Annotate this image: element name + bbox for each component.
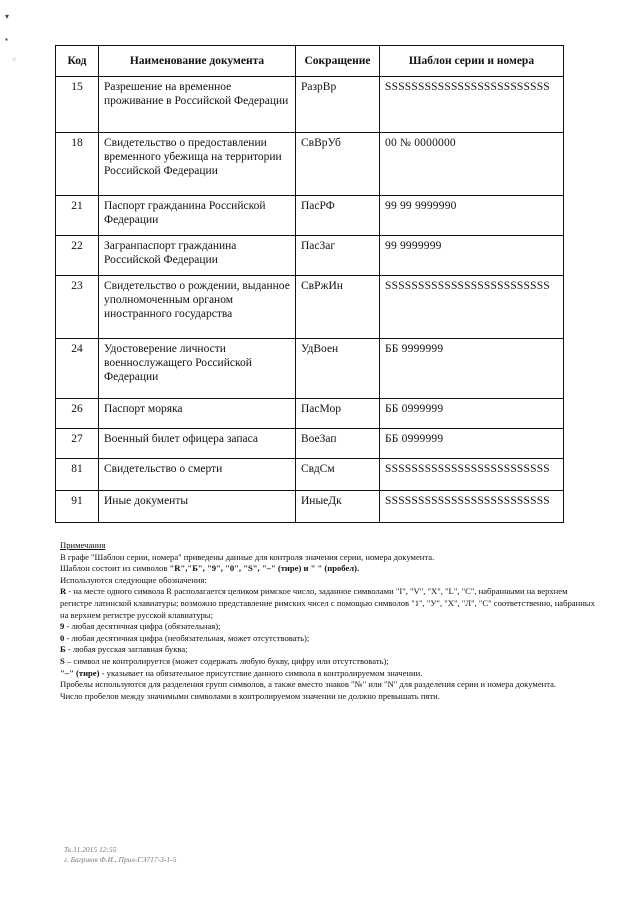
footer-line: Тк.11.2015 12:55 (64, 845, 117, 854)
cell-template: 99 99 9999990 (380, 196, 564, 236)
table-row (56, 399, 564, 429)
cell-name: Разрешение на временное проживание в Российской Федерации (99, 77, 296, 133)
table-row (56, 459, 564, 491)
header-abbr: Сокращение (296, 46, 380, 77)
definition-symbol: S (60, 655, 65, 666)
table-row (56, 339, 564, 399)
cell-template: SSSSSSSSSSSSSSSSSSSSSSSSS (380, 77, 564, 133)
header-code: Код (56, 46, 99, 77)
cell-name: Иные документы (99, 491, 296, 523)
cell-code: 27 (56, 429, 99, 459)
definition-symbol: Б (60, 644, 66, 655)
definition-text: - на месте одного символа R располагается целиком римское число, заданное символами "I", "V", "X", "L", "C", набранными на верхнем регистре латинской клавиатуры; возможно представление римских чисел с помощью символов "1", "У", "Х", "Л", "С" соответственно, набранных на верхнем регистре русской клавиатуры; (60, 586, 595, 620)
cell-template: 99 9999999 (380, 236, 564, 276)
definition-symbol: R (60, 586, 67, 597)
cell-code: 26 (56, 399, 99, 429)
definition-text: - любая десятичная цифра (необязательная, может отсутствовать); (64, 632, 310, 643)
header-name: Наименование документа (99, 46, 296, 77)
notes-definition (60, 656, 600, 668)
table-row (56, 77, 564, 133)
notes-definition (60, 633, 600, 645)
notes-definition (60, 586, 600, 621)
cell-abbr: УдВоен (296, 339, 380, 399)
cell-abbr: ВоеЗап (296, 429, 380, 459)
cell-code: 81 (56, 459, 99, 491)
table-row (56, 133, 564, 196)
table-row (56, 276, 564, 339)
cell-template: SSSSSSSSSSSSSSSSSSSSSSSSS (380, 491, 564, 523)
table-row (56, 429, 564, 459)
document-types-table (55, 45, 564, 523)
notes-text: Шаблон состоит из символов (60, 563, 170, 574)
cell-name: Свидетельство о рождении, выданное уполномоченным органом иностранного государства (99, 276, 296, 339)
cell-abbr: ПасРФ (296, 196, 380, 236)
cell-abbr: СвРжИн (296, 276, 380, 339)
definition-text: - любая десятичная цифра (обязательная); (64, 621, 221, 632)
header-template: Шаблон серии и номера (380, 46, 564, 77)
cell-template: 00 № 0000000 (380, 133, 564, 196)
scan-mark-middle: ▪ (5, 35, 8, 44)
cell-name: Свидетельство о смерти (99, 459, 296, 491)
scan-mark-side: × (12, 55, 17, 64)
definition-symbol: 9 (60, 621, 65, 632)
cell-name: Загранпаспорт гражданина Российской Федерации (99, 236, 296, 276)
notes-symbols: "R","Б", "9", "0", "S", "–" (тире) и " " (пробел). (169, 563, 360, 574)
definition-text: – символ не контролируется (может содержать любую букву, цифру или отсутствовать); (64, 655, 389, 666)
notes-title: Примечания (60, 540, 106, 550)
cell-code: 22 (56, 236, 99, 276)
footer-line: г. Багриюв Ф.И., Прил-ГЭ717-3-1-5 (64, 855, 177, 864)
cell-code: 91 (56, 491, 99, 523)
definition-text: - указывает на обязательное присутствие данного символа в контролируемом значении. (99, 667, 423, 678)
cell-abbr: ИныеДк (296, 491, 380, 523)
table-row (56, 236, 564, 276)
definition-symbol: "–" (тире) (60, 667, 100, 678)
notes-definition (60, 668, 600, 680)
notes-line (60, 563, 600, 575)
cell-template: SSSSSSSSSSSSSSSSSSSSSSSSS (380, 459, 564, 491)
notes-line: Используются следующие обозначения: (60, 574, 207, 585)
notes-line: Число пробелов между значимыми символами в контролируемом значении не должно превышать пяти. (60, 690, 440, 701)
cell-name: Свидетельство о предоставлении временного убежища на территории Российской Федерации (99, 133, 296, 196)
cell-abbr: РазрВр (296, 77, 380, 133)
cell-code: 18 (56, 133, 99, 196)
definition-symbol: 0 (60, 632, 65, 643)
cell-abbr: ПасМор (296, 399, 380, 429)
table-row (56, 196, 564, 236)
cell-name: Паспорт гражданина Российской Федерации (99, 196, 296, 236)
cell-name: Удостоверение личности военнослужащего Российской Федерации (99, 339, 296, 399)
cell-template: SSSSSSSSSSSSSSSSSSSSSSSSS (380, 276, 564, 339)
cell-template: ББ 9999999 (380, 339, 564, 399)
cell-template: ББ 0999999 (380, 399, 564, 429)
cell-abbr: ПасЗаг (296, 236, 380, 276)
cell-code: 24 (56, 339, 99, 399)
notes-section (60, 540, 600, 702)
notes-definition (60, 621, 600, 633)
cell-code: 21 (56, 196, 99, 236)
cell-name: Паспорт моряка (99, 399, 296, 429)
definition-text: - любая русская заглавная буква; (65, 644, 188, 655)
cell-name: Военный билет офицера запаса (99, 429, 296, 459)
cell-code: 15 (56, 77, 99, 133)
cell-template: ББ 0999999 (380, 429, 564, 459)
cell-code: 23 (56, 276, 99, 339)
notes-line: В графе "Шаблон серии, номера" приведены данные для контроля значения серии, номера документа. (60, 551, 435, 562)
scan-mark-top: ▾ (5, 12, 10, 21)
notes-definition (60, 644, 600, 656)
cell-abbr: СвВрУб (296, 133, 380, 196)
notes-line: Пробелы используются для разделения групп символов, а также вместо знаков "№" или "N" для разделения серии и номера документа. (60, 679, 557, 690)
footer-stamp (64, 845, 176, 865)
table-row (56, 491, 564, 523)
table-header-row (56, 46, 564, 77)
cell-abbr: СвдСм (296, 459, 380, 491)
